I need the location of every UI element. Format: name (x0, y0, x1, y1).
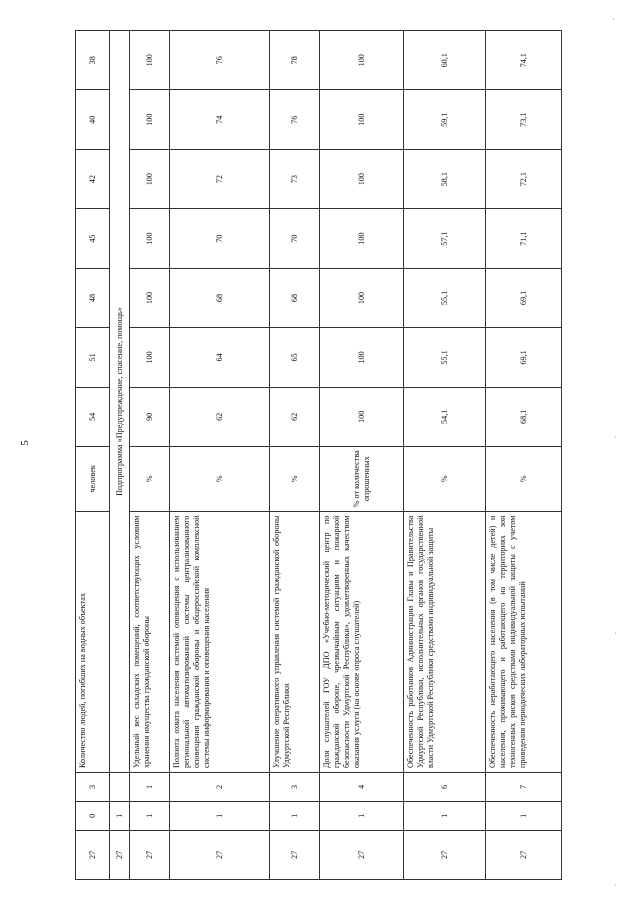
value-cell: 60,1 (404, 31, 486, 91)
code-cell: 27 (130, 830, 170, 879)
value-cell: 54 (76, 387, 110, 446)
code-cell: 27 (320, 830, 404, 879)
table-row (270, 31, 320, 880)
table-row (130, 31, 170, 880)
indicator-name: Улучшение оперативного управления системой гражданской обороны Удмуртской Республики (270, 511, 320, 773)
page-number: 5 (19, 440, 31, 446)
code-cell: 6 (404, 773, 486, 802)
value-cell: 100 (320, 90, 404, 149)
section-row (110, 31, 130, 880)
value-cell: 100 (130, 209, 170, 268)
code-cell: 1 (130, 801, 170, 830)
value-cell: 55,1 (404, 328, 486, 387)
code-cell: 0 (76, 801, 110, 830)
value-cell: 71,1 (486, 209, 562, 268)
value-cell: 45 (76, 209, 110, 268)
unit-cell: человек (76, 447, 110, 512)
code-cell: 3 (270, 773, 320, 802)
value-cell: 64 (170, 328, 270, 387)
value-cell: 70 (270, 209, 320, 268)
value-cell: 100 (320, 387, 404, 446)
value-cell: 69,1 (486, 268, 562, 327)
unit-cell: % (404, 447, 486, 512)
table-row (486, 31, 562, 880)
value-cell: 65 (270, 328, 320, 387)
indicator-name: Полнота охвата населения системой оповещения с использованием региональной автоматизированной системы централизованного оповещения гражданской обороны и общероссийской комплексной системы информирования и оповещения населения (170, 511, 270, 773)
code-cell: 1 (404, 801, 486, 830)
value-cell: 68 (270, 268, 320, 327)
value-cell: 100 (130, 328, 170, 387)
value-cell: 73 (270, 149, 320, 208)
value-cell: 100 (130, 31, 170, 91)
table-row (76, 31, 110, 880)
value-cell: 62 (170, 387, 270, 446)
value-cell: 57,1 (404, 209, 486, 268)
value-cell: 54,1 (404, 387, 486, 446)
code-cell: 4 (320, 773, 404, 802)
code-cell: 1 (270, 801, 320, 830)
code-cell: 7 (486, 773, 562, 802)
code-cell: 1 (110, 801, 130, 830)
value-cell: 58,1 (404, 149, 486, 208)
value-cell: 55,1 (404, 268, 486, 327)
scan-mark: · (614, 432, 617, 442)
value-cell: 74,1 (486, 31, 562, 91)
value-cell: 69,1 (486, 328, 562, 387)
value-cell: 100 (130, 149, 170, 208)
value-cell: 74 (170, 90, 270, 149)
value-cell: 48 (76, 268, 110, 327)
value-cell: 100 (320, 149, 404, 208)
value-cell: 59,1 (404, 90, 486, 149)
code-cell (110, 773, 130, 802)
value-cell: 73,1 (486, 90, 562, 149)
code-cell: 3 (76, 773, 110, 802)
value-cell: 68 (170, 268, 270, 327)
unit-cell: % (270, 447, 320, 512)
code-cell: 1 (170, 801, 270, 830)
value-cell: 72 (170, 149, 270, 208)
value-cell: 68,1 (486, 387, 562, 446)
value-cell: 76 (270, 90, 320, 149)
code-cell: 27 (110, 830, 130, 879)
value-cell: 70 (170, 209, 270, 268)
value-cell: 51 (76, 328, 110, 387)
scan-mark: · (614, 880, 617, 890)
indicator-name: Обеспеченность неработающего населения (в том числе детей) и населения, проживающего и работающего на территориях зон техногенных рисков средствами индивидуальной защиты с учетом проведения периодических лабораторных испытаний (486, 511, 562, 773)
value-cell: 40 (76, 90, 110, 149)
table-row (170, 31, 270, 880)
code-cell: 27 (76, 830, 110, 879)
value-cell: 100 (320, 209, 404, 268)
indicator-name: Доля слушателей ГОУ ДПО «Учебно-методический центр по гражданской обороне, чрезвычайным ситуациям и пожарной безопасности Удмуртской Республики», удовлетворенных качеством оказания услуги (на основе опроса слушателей) (320, 511, 404, 773)
indicator-name: Обеспеченность работников Администрации Главы и Правительства Удмуртской Республики, исполнительных органов государственной власти Удмуртской Республики средствами индивидуальной защиты (404, 511, 486, 773)
value-cell: 100 (320, 31, 404, 91)
code-cell: 27 (170, 830, 270, 879)
code-cell: 2 (170, 773, 270, 802)
value-cell: 42 (76, 149, 110, 208)
code-cell: 27 (270, 830, 320, 879)
section-title: Подпрограмма «Предупреждение, спасение, помощь» (110, 31, 130, 773)
unit-cell: % от количества опрошенных (320, 447, 404, 512)
indicator-name: Количество людей, погибших на водных объектах (76, 511, 110, 773)
indicator-name: Удельный вес складских помещений, соответствующих условиям хранения имущества гражданской обороны (130, 511, 170, 773)
code-cell: 1 (486, 801, 562, 830)
code-cell: 27 (404, 830, 486, 879)
value-cell: 62 (270, 387, 320, 446)
value-cell: 100 (130, 268, 170, 327)
value-cell: 100 (320, 268, 404, 327)
indicators-table (75, 30, 562, 880)
scan-mark: · (612, 14, 615, 24)
unit-cell: % (170, 447, 270, 512)
unit-cell: % (130, 447, 170, 512)
unit-cell: % (486, 447, 562, 512)
value-cell: 72,1 (486, 149, 562, 208)
scan-mark: · (614, 628, 617, 638)
value-cell: 38 (76, 31, 110, 91)
table-row (320, 31, 404, 880)
value-cell: 100 (130, 90, 170, 149)
code-cell: 1 (320, 801, 404, 830)
value-cell: 100 (320, 328, 404, 387)
table-row (404, 31, 486, 880)
code-cell: 1 (130, 773, 170, 802)
value-cell: 78 (270, 31, 320, 91)
value-cell: 76 (170, 31, 270, 91)
value-cell: 90 (130, 387, 170, 446)
code-cell: 27 (486, 830, 562, 879)
